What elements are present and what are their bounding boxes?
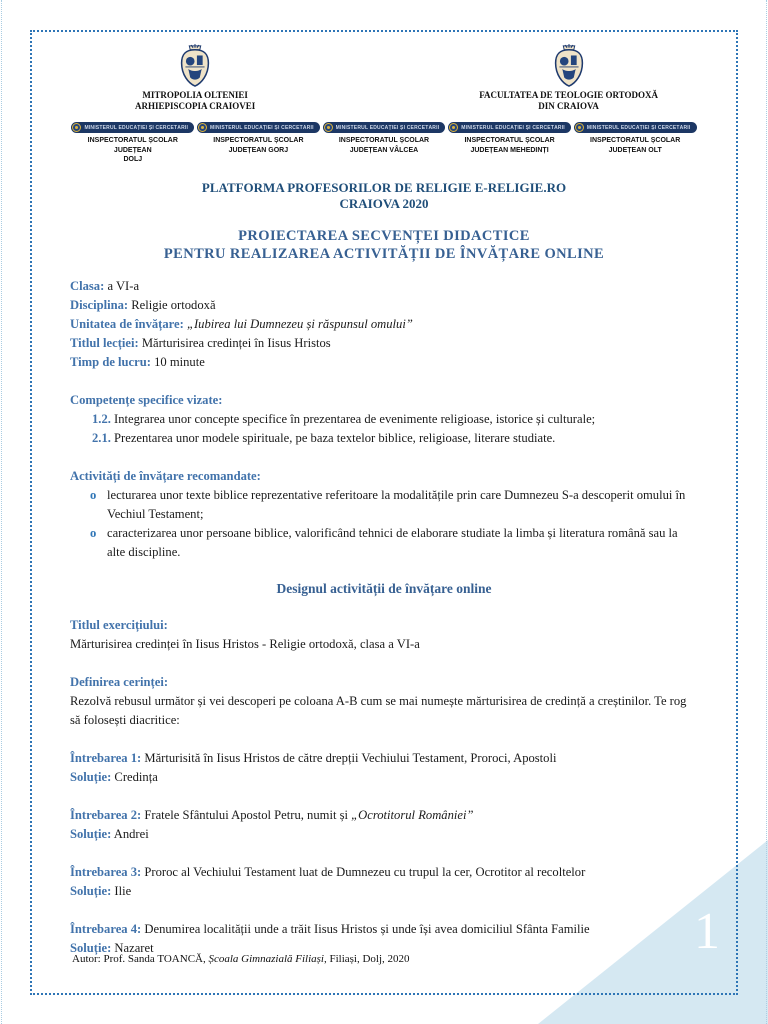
page-edge-left xyxy=(1,0,2,1024)
ministry-label: MINISTERUL EDUCAȚIEI ȘI CERCETĂRII xyxy=(461,124,565,131)
activity-item: o lecturarea unor texte biblice reprezentative referitoare la modalitățile prin care Dumnezeu S-a descoperit omului în Vechiul Testament; xyxy=(70,486,698,524)
ministry-banner xyxy=(323,122,446,133)
competency-item: 2.1. Prezentarea unor modele spirituale, pe baza textelor biblice, religioase, literare studiate. xyxy=(92,430,556,445)
ministry-banner xyxy=(574,122,697,133)
org-mitropolia xyxy=(135,44,255,112)
mitropolia-crest-icon xyxy=(175,44,215,88)
solution-text: Soluție: Nazaret xyxy=(70,940,154,955)
exercise-requirement-block xyxy=(70,673,698,730)
detail-timp: Timp de lucru: 10 minute xyxy=(70,354,205,369)
question-1 xyxy=(70,749,698,787)
activities-section xyxy=(70,467,698,562)
ministry-emblem-icon xyxy=(324,123,333,132)
inspectorate-name: INSPECTORATUL ȘCOLAR JUDEȚEAN OLT xyxy=(590,137,681,154)
exercise-title-label: Titlul exercițiului: xyxy=(70,617,168,632)
inspectorate-gorj xyxy=(196,122,322,165)
inspectorate-dolj xyxy=(70,122,196,165)
activities-heading: Activități de învățare recomandate: xyxy=(70,468,261,483)
competencies-section xyxy=(70,391,698,448)
inspectorate-name: INSPECTORATUL ȘCOLAR JUDEȚEAN VÂLCEA xyxy=(338,137,430,154)
question-text: Întrebarea 1: Mărturisită în Iisus Hristos de către drepții Vechiului Testament, Proroci, Apostoli xyxy=(70,750,557,765)
detail-titlu: Titlul lecției: Mărturisirea credinței în Iisus Hristos xyxy=(70,335,331,350)
ministry-label: MINISTERUL EDUCAȚIEI ȘI CERCETĂRII xyxy=(84,124,189,131)
solution-text: Soluție: Ilie xyxy=(70,883,132,898)
ministry-emblem-icon xyxy=(198,123,207,132)
competency-item: 1.2. Integrarea unor concepte specifice în prezentarea de evenimente religioase, istorice și culturale; xyxy=(92,411,596,426)
solution-text: Soluție: Andrei xyxy=(70,826,149,841)
inspectorate-valcea xyxy=(321,122,447,165)
question-4 xyxy=(70,920,698,958)
ministry-banner xyxy=(448,122,571,133)
org-facultatea-name: FACULTATEA DE TEOLOGIE ORTODOXĂ DIN CRAIOVA xyxy=(479,90,658,111)
question-3 xyxy=(70,863,698,901)
bullet-icon: o xyxy=(90,525,97,540)
competencies-heading: Competențe specifice vizate: xyxy=(70,392,223,407)
facultatea-crest-icon xyxy=(549,44,589,88)
org-mitropolia-name: MITROPOLIA OLTENIEI ARHIEPISCOPIA CRAIOVEI xyxy=(135,90,256,111)
ministry-emblem-icon xyxy=(575,123,584,132)
detail-unitate: Unitatea de învățare: „Iubirea lui Dumnezeu și răspunsul omului” xyxy=(70,316,413,331)
question-text: Întrebarea 4: Denumirea localității unde a trăit Iisus Hristos și unde își avea domiciliul Sfânta Familie xyxy=(70,921,590,936)
author-footer: Autor: Prof. Sanda TOANCĂ, Școala Gimnazială Filiași, Filiași, Dolj, 2020 xyxy=(72,953,410,965)
page-number: 1 xyxy=(694,903,720,960)
exercise-title-block xyxy=(70,616,698,654)
question-text: Întrebarea 3: Proroc al Vechiului Testament luat de Dumnezeu cu trupul la cer, Ocrotitor al recoltelor xyxy=(70,864,586,879)
project-title: PROIECTAREA SECVENȚEI DIDACTICE PENTRU REALIZAREA ACTIVITĂȚII DE ÎNVĂȚARE ONLINE xyxy=(163,227,605,262)
ministry-banner xyxy=(197,122,320,133)
page-edge-right xyxy=(766,0,767,1024)
question-2 xyxy=(70,806,698,844)
inspectorate-olt xyxy=(572,122,698,165)
platform-title: PLATFORMA PROFESORILOR DE RELIGIE E-RELIGIE.RO CRAIOVA 2020 xyxy=(201,179,567,211)
inspectorate-name: INSPECTORATUL ȘCOLAR JUDEȚEAN MEHEDINȚI xyxy=(464,137,555,154)
document-border-frame xyxy=(30,30,738,995)
detail-clasa: Clasa: a VI-a xyxy=(70,278,140,293)
ministry-label: MINISTERUL EDUCAȚIEI ȘI CERCETĂRII xyxy=(210,124,314,131)
inspectorate-name: INSPECTORATUL ȘCOLAR JUDEȚEAN DOLJ xyxy=(87,137,178,163)
ministry-emblem-icon xyxy=(449,123,458,132)
org-facultatea xyxy=(479,44,658,112)
detail-disciplina: Disciplina: Religie ortodoxă xyxy=(70,297,216,312)
activity-item: o caracterizarea unor persoane biblice, valorificând tehnici de elaborare studiate la limba și literatura română sau la alte discipline. xyxy=(70,524,698,562)
ministry-label: MINISTERUL EDUCAȚIEI ȘI CERCETĂRII xyxy=(335,124,440,131)
inspectorate-name: INSPECTORATUL ȘCOLAR JUDEȚEAN GORJ xyxy=(213,137,304,154)
header-organizations xyxy=(70,44,698,112)
ministry-emblem-icon xyxy=(72,123,81,132)
solution-text: Soluție: Credința xyxy=(70,769,158,784)
exercise-title-value: Mărturisirea credinței în Iisus Hristos - Religie ortodoxă, clasa a VI-a xyxy=(70,636,420,651)
lesson-details xyxy=(70,277,698,372)
inspectorates-row xyxy=(70,122,698,165)
requirement-text: Rezolvă rebusul următor și vei descoperi pe coloana A-B cum se mai numește mărturisirea de credință a creștinilor. Te rog să folosești diacritice: xyxy=(70,693,687,727)
design-heading: Designul activității de învățare online xyxy=(276,580,492,596)
bullet-icon: o xyxy=(90,487,97,502)
ministry-label: MINISTERUL EDUCAȚIEI ȘI CERCETĂRII xyxy=(586,124,691,131)
requirement-label: Definirea cerinței: xyxy=(70,674,169,689)
question-text: Întrebarea 2: Fratele Sfântului Apostol Petru, numit și „Ocrotitorul României” xyxy=(70,807,474,822)
ministry-banner xyxy=(71,122,194,133)
inspectorate-mehedinti xyxy=(447,122,573,165)
